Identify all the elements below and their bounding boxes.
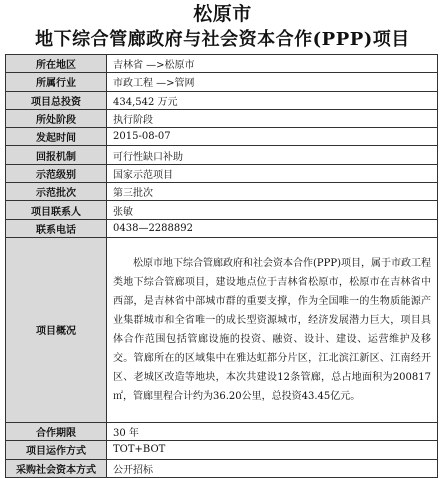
table-row <box>6 146 438 164</box>
row-label: 联系电话 <box>6 219 107 237</box>
table-row <box>6 128 438 146</box>
row-label: 项目联系人 <box>6 201 107 219</box>
row-value: 可行性缺口补助 <box>107 146 438 164</box>
table-row <box>6 219 438 237</box>
row-value: 0438—2288892 <box>107 219 438 237</box>
row-value: 张敏 <box>107 201 438 219</box>
row-value: 吉林省 —>松原市 <box>107 55 438 73</box>
row-value: 30 年 <box>107 422 438 440</box>
table-row <box>6 109 438 127</box>
row-label: 示范级别 <box>6 164 107 182</box>
row-value: 执行阶段 <box>107 109 438 127</box>
table-row <box>6 459 438 477</box>
row-value: 国家示范项目 <box>107 164 438 182</box>
row-label: 示范批次 <box>6 183 107 201</box>
project-info-table <box>5 54 438 478</box>
row-value: 第三批次 <box>107 183 438 201</box>
table-row <box>6 201 438 219</box>
table-row <box>6 237 438 422</box>
table-row <box>6 73 438 91</box>
table-row <box>6 164 438 182</box>
page-title: 松原市 <box>193 3 252 25</box>
row-label: 项目总投资 <box>6 91 107 109</box>
page-subtitle: 地下综合管廊政府与社会资本合作(PPP)项目 <box>35 29 410 50</box>
table-row <box>6 55 438 73</box>
row-label: 采购社会资本方式 <box>6 459 107 477</box>
row-value: 市政工程 —>管网 <box>107 73 438 91</box>
row-label: 合作期限 <box>6 422 107 440</box>
row-label: 回报机制 <box>6 146 107 164</box>
table-row <box>6 91 438 109</box>
table-row <box>6 183 438 201</box>
row-label: 所属行业 <box>6 73 107 91</box>
row-label: 所处阶段 <box>6 109 107 127</box>
row-value: 2015-08-07 <box>107 128 438 146</box>
row-label: 发起时间 <box>6 128 107 146</box>
row-value: 434,542 万元 <box>107 91 438 109</box>
row-label: 项目运作方式 <box>6 441 107 459</box>
row-value: TOT+BOT <box>107 441 438 459</box>
table-row <box>6 422 438 440</box>
row-label: 所在地区 <box>6 55 107 73</box>
project-overview-text: 松原市地下综合管廊政府和社会资本合作(PPP)项目，属于市政工程类地下综合管廊项目，建设地点位于吉林省松原市，松原市在吉林省中西部，是吉林省中部城市群的重要支撑，作为全国唯一的生物质能源产业集群城市和全省唯一的成长型资源城市，经济发展潜力巨大，项目具体合作范围包括管廊设施的投资、融资、设计、建设、运营维护及移交。管廊所在的区域集中在雅达虹都分片区，江北滨江新区、江南经开区、老城区改造等地块，本次共建设12条管廊，总占地面积为200817㎡，管廊里程合计约为36.20公里，总投资43.45亿元。 <box>107 237 438 422</box>
row-label: 项目概况 <box>6 237 107 422</box>
table-row <box>6 441 438 459</box>
row-value: 公开招标 <box>107 459 438 477</box>
